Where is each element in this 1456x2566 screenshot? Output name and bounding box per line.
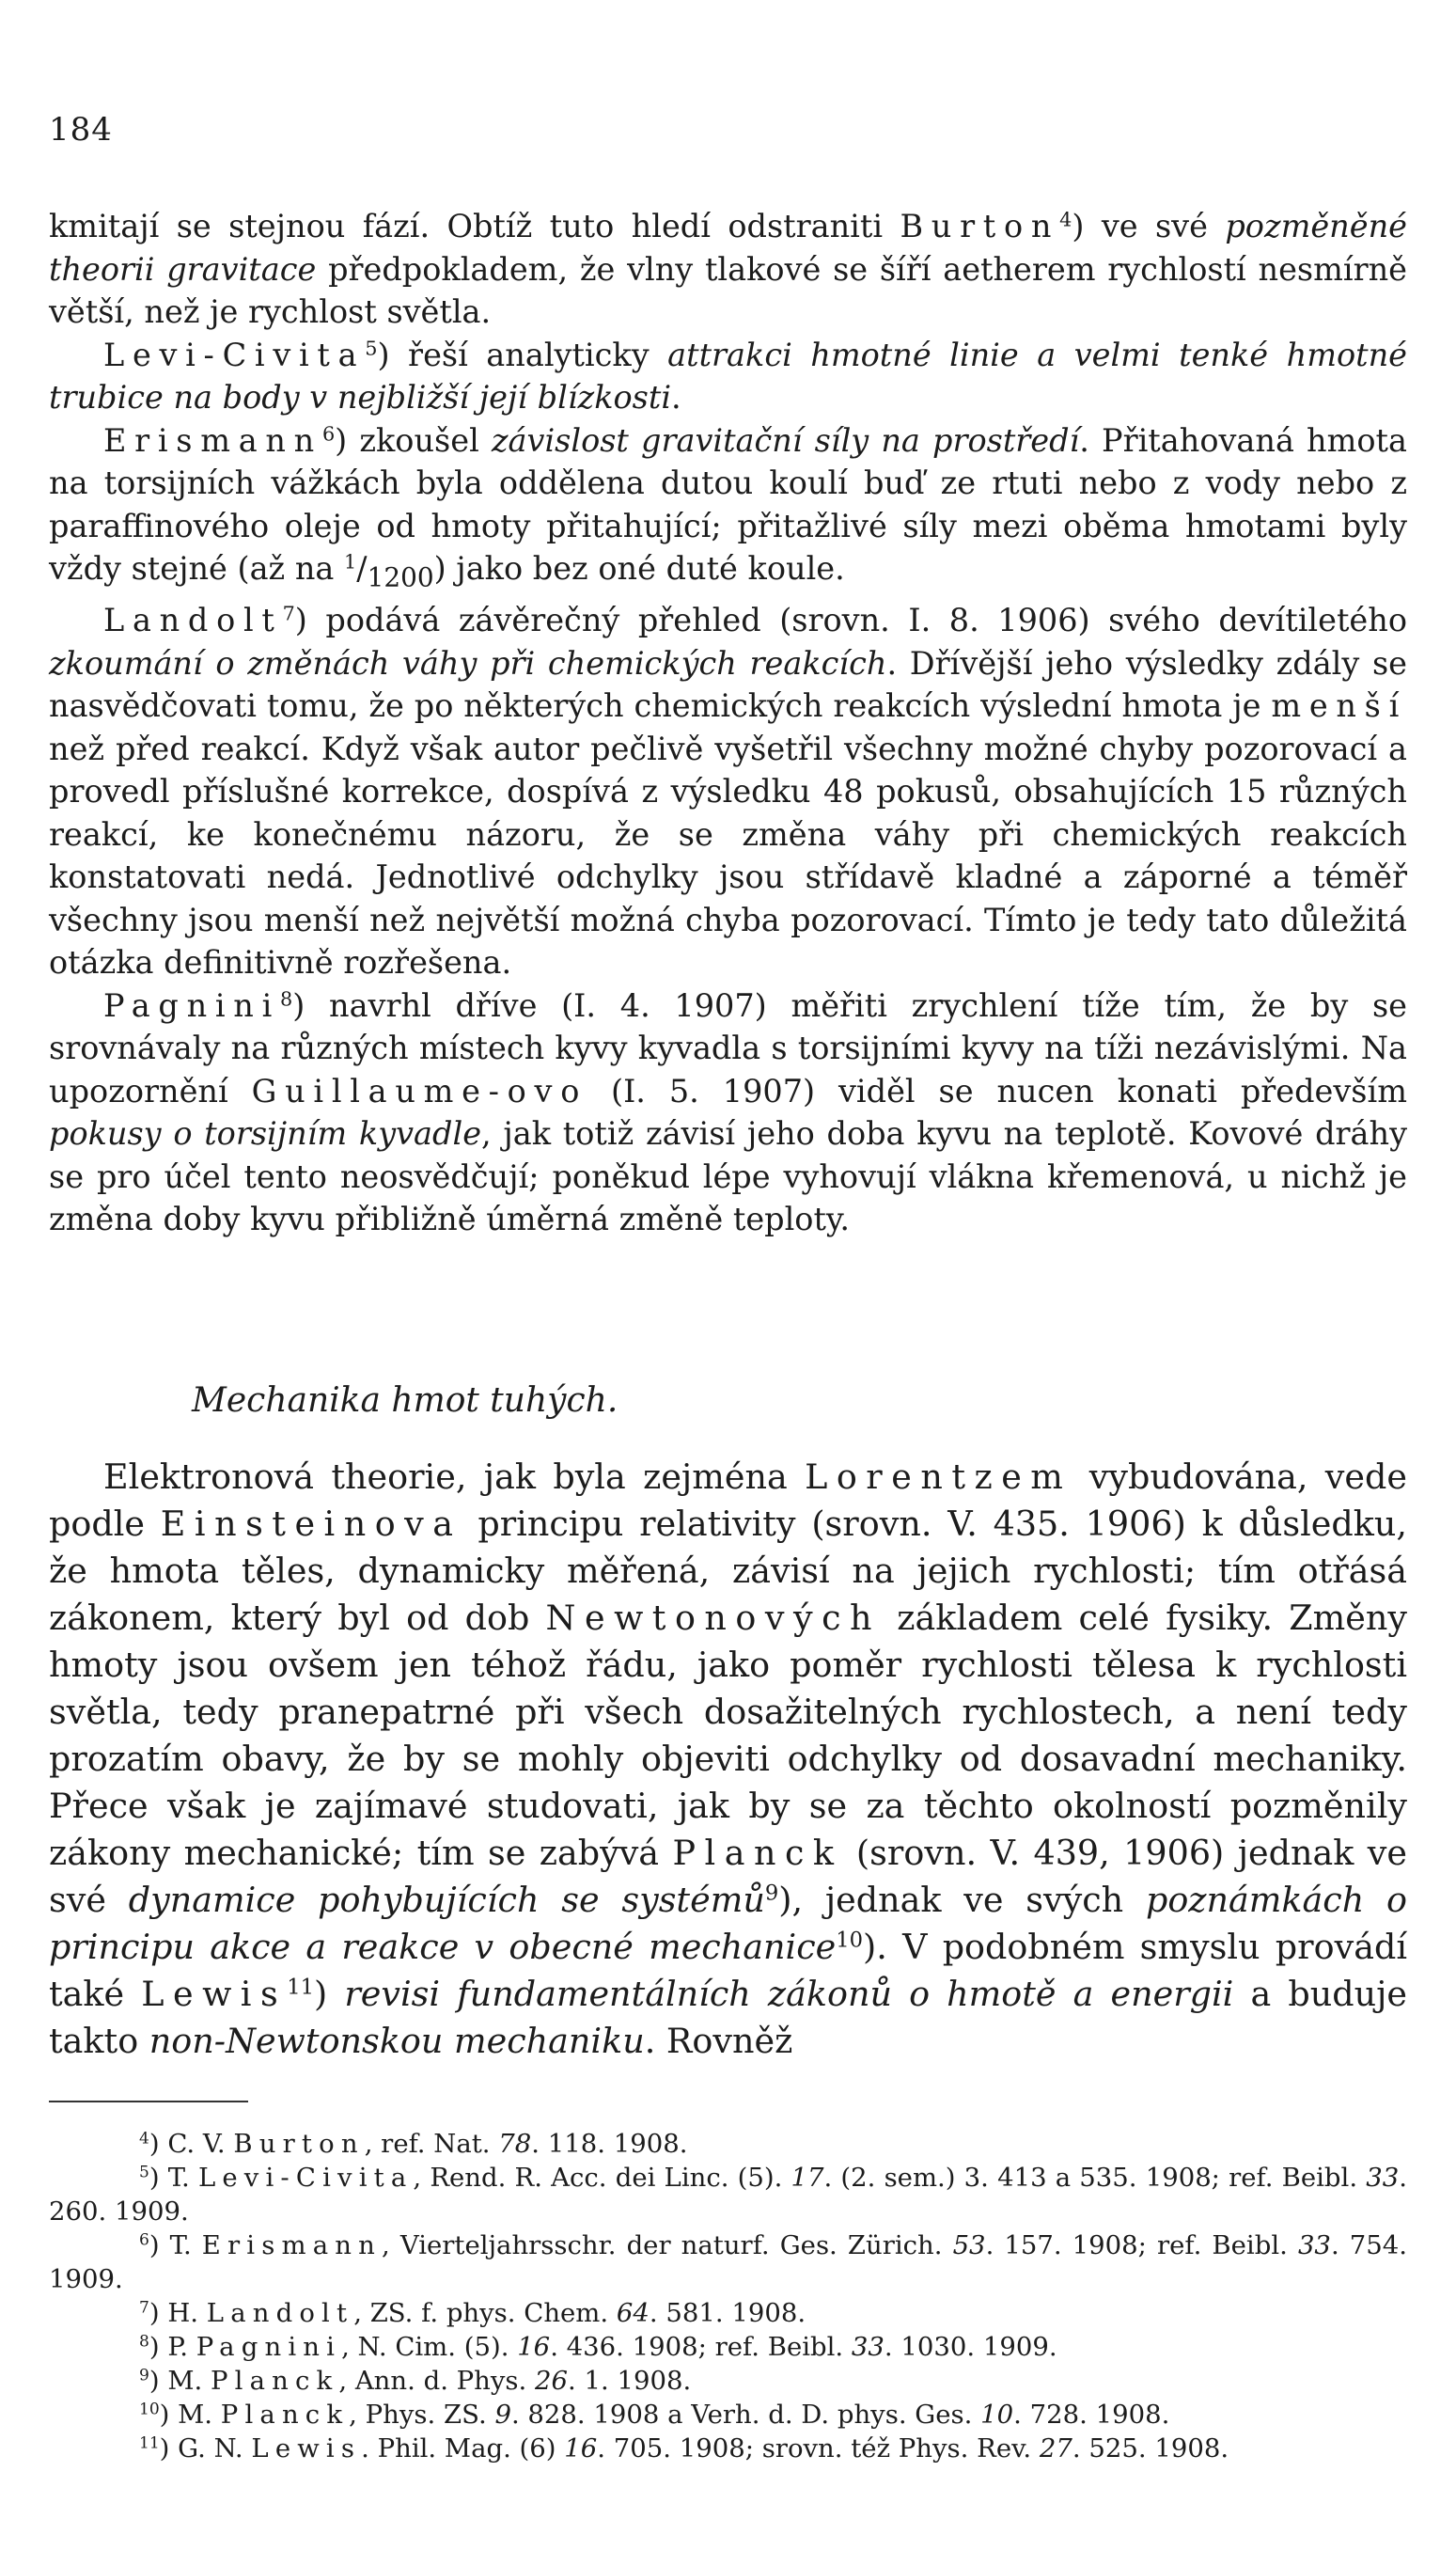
footnote-ref: 6 [321,422,336,446]
italic-run: pozměněné theorii gravitace [49,208,1407,288]
text-run: vybudována, vede podle [49,1456,1407,1544]
text-run: ) C. V. [149,2129,234,2159]
italic-run: dynamice pohybujících se systémů [128,1880,765,1920]
spaced-name: Guillaume-ovo [251,1072,588,1110]
spaced-name: Planck [672,1833,843,1873]
paragraph [49,205,1407,334]
footnote-ref: 10 [139,2400,160,2419]
text-run: . 1. 1908. [568,2366,692,2396]
italic-run: 78 [498,2129,532,2159]
text-run: (I. 5. 1907) viděl se nucen konati především [587,1072,1407,1110]
footnote [49,2161,1407,2228]
footnotes [49,2127,1407,2465]
page-number: 184 [49,111,113,149]
text-run: . 754. 1909. [49,2230,1407,2294]
text-run: základem celé fysiky. Změny hmoty jsou ovšem jen téhož řádu, jako poměr rychlosti tělesa k rychlosti světla, tedy pranepatrné při všech dosažitelných rychlostech, a není tedy prozatím obavy, že by se mohly objeviti odchylky od dosavadní mechaniky. Přece však je zajímavé studovati, jak by se za těchto okolností pozměnily zákony mechanické; tím se zabývá [49,1598,1407,1873]
italic-run: revisi fundamentálních zákonů o hmotě a energii [344,1974,1234,2014]
text-run: . 118. 1908. [531,2129,688,2159]
text-run: , N. Cim. (5). [341,2332,518,2362]
text-run: , ref. Nat. [364,2129,499,2159]
italic-run: pokusy o torsijním kyvadle [49,1115,482,1153]
italic-run: 16 [517,2332,551,2362]
fraction-numerator: 1 [344,550,357,574]
spaced-name: Newtonových [545,1598,882,1638]
text-run: . 828. 1908 a Verh. d. D. phys. Ges. [510,2400,981,2430]
text-run: kmitají se stejnou fází. Obtíž tuto hledí odstraniti [49,208,900,244]
italic-run: 33 [1297,2230,1331,2260]
text-run: ) ve své [1072,208,1226,244]
text-run: . 157. 1908; ref. Beibl. [985,2230,1298,2260]
italic-run: poznámkách o principu akce a reakce v obecné mechanice [49,1880,1407,1967]
text-run: . 436. 1908; ref. Beibl. [550,2332,852,2362]
text-run: . 525. 1908. [1072,2433,1229,2464]
text-run: ) řeší analyticky [377,336,668,373]
spaced-name: Landolt [206,2298,354,2328]
footnote-ref: 5 [365,337,378,360]
text-run: , Rend. R. Acc. dei Linc. (5). [413,2163,791,2193]
footnote-ref: 11 [287,1975,314,2000]
paragraph [49,984,1407,1241]
text-run: . [671,379,681,416]
footnote-ref: 6 [139,2230,149,2250]
text-run: , Ann. d. Phys. [338,2366,536,2396]
spaced-name: Lewis [141,1974,288,2014]
italic-run: 64 [616,2298,650,2328]
footnote-divider [49,2101,248,2102]
spaced-name: Levi-Civita [103,336,366,373]
text-run: než před reakcí. Když však autor pečlivě vyšetřil všechny možné chyby pozorovací a provedl příslušné korrekce, dospívá z výsledku 48 pokusů, obsahujících 15 různých reakcí, ke konečnému názoru, že se změna váhy při chemických reakcích konstatovati nedá. Jednotlivé odchylky jsou střídavě kladné a záporné a téměř všechny jsou menší než největší možná chyba pozorovací. Tímto je tedy tato důležitá otázka definitivně rozřešena. [49,730,1407,982]
text-run: předpokladem, že vlny tlakové se šíří aetherem rychlostí nesmírně větší, než je rychlost světla. [49,250,1408,330]
text-run: Elektronová theorie, jak byla zejména [103,1456,806,1497]
text-run: ) H. [149,2298,207,2328]
italic-run: zkoumání o změnách váhy při chemických reakcích [49,644,887,682]
text-run: ) G. N. [159,2433,252,2464]
text-run: . 705. 1908; srovn. též Phys. Rev. [597,2433,1040,2464]
italic-run: 33 [1366,2163,1400,2193]
text-run: a buduje takto [49,1974,1407,2061]
footnote-ref: 7 [282,602,295,625]
text-run: . 581. 1908. [649,2298,806,2328]
spaced-name: Burton [900,208,1060,244]
text-run: ) M. [149,2366,211,2396]
footnote [49,2330,1407,2364]
spaced-name: Pagnini [103,986,281,1024]
text-run: . (2. sem.) 3. 413 a 535. 1908; ref. Beibl. [823,2163,1367,2193]
spaced-name: Einsteinova [160,1503,462,1544]
text-run: ) zkoušel [335,421,492,459]
text-run: , Phys. ZS. [349,2400,495,2430]
italic-run: závislost gravitační síly na prostředí [491,421,1080,459]
footnote [49,2228,1407,2296]
spaced-name: menší [1271,687,1407,725]
text-run: . Rovněž [644,2021,793,2061]
spaced-name: Erismann [103,421,322,459]
text-run: , jak totiž závisí jeho doba kyvu na teplotě. Kovové dráhy se pro účel tento neosvědčují; poněkud lépe vyhovují vlákna křemenová, u nichž je změna doby kyvu přibližně úměrná změně teploty. [49,1115,1407,1238]
footnote-ref: 7 [139,2298,149,2318]
paragraph [49,334,1407,419]
text-run: , ZS. f. phys. Chem. [353,2298,617,2328]
paragraph [49,1454,1407,2065]
italic-run: 9 [494,2400,511,2430]
footnote [49,2127,1407,2161]
footnote-ref: 11 [139,2433,160,2453]
text-run: / [356,550,368,587]
spaced-name: Burton [233,2129,365,2159]
text-run: . 1030. 1909. [884,2332,1057,2362]
italic-run: 27 [1039,2433,1072,2464]
footnote-ref: 9 [764,1881,779,1906]
text-run: . Dřívější jeho výsledky zdály se nasvědčovati tomu, že po některých chemických reakcích výslední hmota je [49,644,1407,725]
paragraph [49,599,1407,984]
text-run: ) T. [149,2163,198,2193]
footnote [49,2398,1407,2432]
text-run: , Vierteljahrsschr. der naturf. Ges. Zürich. [382,2230,953,2260]
text-run: ) podává závěrečný přehled (srovn. I. 8. 1906) svého devítiletého [294,602,1407,639]
text-run: ). V podobném smyslu provádí také [49,1927,1407,2014]
italic-run: 16 [564,2433,598,2464]
footnote [49,2296,1407,2330]
footnote-ref: 4 [139,2129,149,2149]
body-text [49,205,1407,1241]
section-heading: Mechanika hmot tuhých. [192,1381,618,1420]
spaced-name: Lewis [251,2433,362,2464]
paragraph [49,419,1407,600]
footnote-ref: 10 [836,1928,864,1953]
footnote-ref: 9 [139,2366,149,2385]
footnote-ref: 4 [1059,208,1072,231]
footnote-ref: 5 [139,2163,149,2182]
footnote-ref: 8 [280,987,293,1011]
italic-run: attrakci hmotné linie a velmi tenké hmotné trubice na body v nejbližší její blízkosti [49,336,1408,416]
italic-run: 53 [952,2230,986,2260]
spaced-name: Landolt [103,602,283,639]
italic-run: 17 [791,2163,824,2193]
text-run: . Phil. Mag. (6) [361,2433,565,2464]
spaced-name: Pagnini [196,2332,342,2362]
footnote [49,2432,1407,2465]
text-run: ) [313,1974,345,2014]
footnote [49,2364,1407,2398]
text-run: (srovn. V. 439, 1906) jednak ve své [49,1833,1407,1920]
fraction-denominator: 1200 [367,561,434,593]
text-run: . 260. 1909. [49,2163,1407,2227]
italic-run: 26 [535,2366,569,2396]
italic-run: 10 [980,2400,1014,2430]
spaced-name: Levi-Civita [197,2163,414,2193]
body-text-section [49,1454,1407,2065]
italic-run: 33 [851,2332,885,2362]
text-run: ), jednak ve svých [778,1880,1146,1920]
spaced-name: Planck [210,2366,339,2396]
footnote-ref: 8 [139,2332,149,2352]
spaced-name: Planck [220,2400,350,2430]
spaced-name: Erismann [201,2230,382,2260]
italic-run: non-Newtonskou mechaniku [149,2021,645,2061]
text-run: . 728. 1908. [1013,2400,1170,2430]
spaced-name: Lorentzem [805,1456,1072,1497]
text-run: ) T. [149,2230,202,2260]
text-run: ) P. [149,2332,196,2362]
text-run: ) navrhl dříve (I. 4. 1907) měřiti zrychlení tíže tím, že by se srovnávaly na různých místech kyvy kyvadla s torsijními kyvy na tíži nezávislými. Na upozornění [49,986,1407,1110]
text-run: . Přitahovaná hmota na torsijních vážkách byla oddělena dutou koulí buď ze rtuti nebo z vody nebo z paraffinového oleje od hmoty přitahující; přitažlivé síly mezi oběma hmotami byly vždy stejné (až na [49,421,1407,587]
text-run: principu relativity (srovn. V. 435. 1906) k důsledku, že hmota těles, dynamicky měřená, závisí na jejich rychlosti; tím otřásá zákonem, který byl od dob [49,1503,1407,1638]
text-run: ) jako bez oné duté koule. [433,550,845,587]
text-run: ) M. [159,2400,221,2430]
